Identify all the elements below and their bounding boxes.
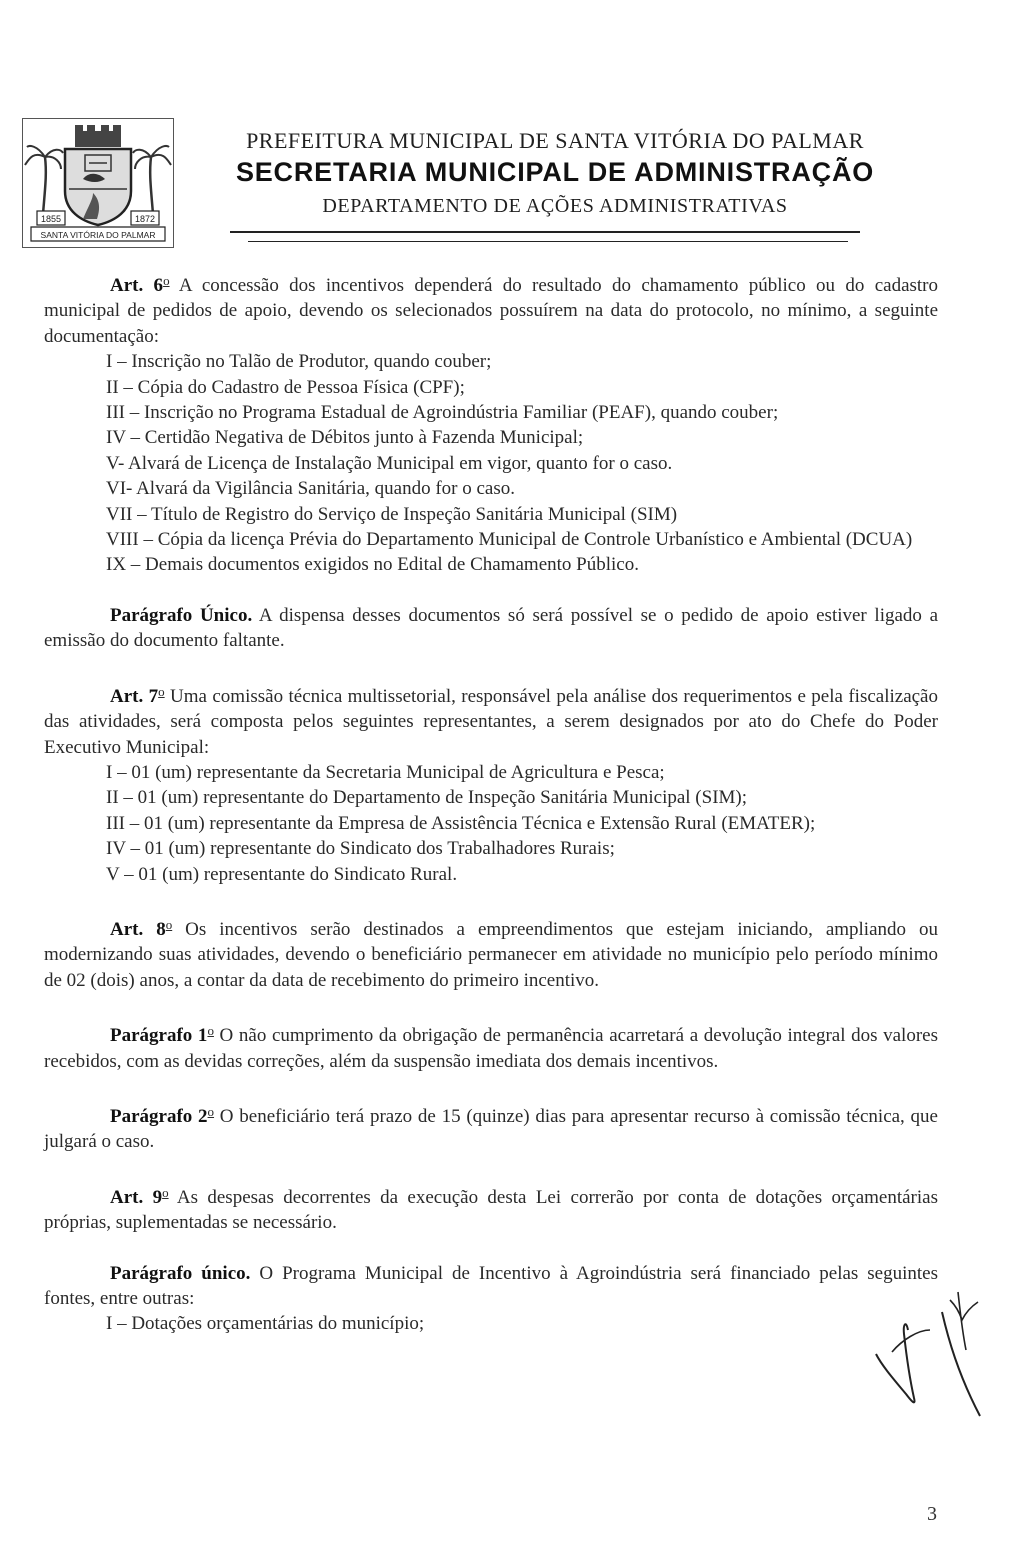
art8-paragrafo-2 xyxy=(44,1099,938,1155)
art6-paragrafo-label: Parágrafo Único. xyxy=(110,604,253,626)
art8-p1-label: Parágrafo 1 xyxy=(110,1025,208,1047)
handwritten-initials xyxy=(862,1290,1002,1440)
crest-year-left: 1855 xyxy=(40,214,62,224)
art7-item: II – 01 (um) representante do Departamento de Inspeção Sanitária Municipal (SIM); xyxy=(106,787,748,809)
header-rule-top xyxy=(230,231,860,233)
art6-text: A concessão dos incentivos dependerá do resultado do chamamento público ou do cadastro municipal de pedidos de apoio, devendo os selecionados possuírem na data do protocolo, no mínimo, a seguinte documentação: xyxy=(44,275,938,347)
art9-paragrafo-unico xyxy=(44,1261,938,1312)
art9-text: As despesas decorrentes da execução desta Lei correrão por conta de dotações orçamentárias próprias, suplementadas se necessário. xyxy=(44,1186,938,1234)
crest-icon xyxy=(23,119,173,247)
art7-item: IV – 01 (um) representante do Sindicato dos Trabalhadores Rurais; xyxy=(106,838,615,860)
art9-paragraph xyxy=(44,1180,938,1236)
art8-p2-label: Parágrafo 2 xyxy=(110,1105,208,1127)
art8-text: Os incentivos serão destinados a empreendimentos que estejam iniciando, ampliando ou modernizando suas atividades, devendo o beneficiário permanecer em atividade no município pelo período mínimo de 02 (dois) anos, a contar da data de recebimento do primeiro incentivo. xyxy=(44,918,938,991)
header-prefeitura: PREFEITURA MUNICIPAL DE SANTA VITÓRIA DO PALMAR xyxy=(246,128,864,153)
municipal-coat-of-arms xyxy=(22,118,174,248)
art9-paragrafo-label: Parágrafo único. xyxy=(110,1262,251,1284)
art6-item: II – Cópia do Cadastro de Pessoa Física (CPF); xyxy=(106,376,465,398)
art6-paragrafo-text: A dispensa desses documentos só será possível se o pedido de apoio estiver ligado a emissão do documento faltante. xyxy=(44,604,938,652)
art7-paragraph xyxy=(44,679,938,760)
crest-banner: SANTA VITÓRIA DO PALMAR xyxy=(40,230,156,240)
art8-p1-ordinal: o xyxy=(207,1023,214,1039)
art7-item: III – 01 (um) representante da Empresa de Assistência Técnica e Extensão Rural (EMATER); xyxy=(106,812,816,834)
art6-item: V- Alvará de Licença de Instalação Municipal em vigor, quanto for o caso. xyxy=(106,452,673,474)
art6-ordinal: o xyxy=(163,273,170,288)
art6-item: IX – Demais documentos exigidos no Edital de Chamamento Público. xyxy=(106,554,639,576)
art8-p2-ordinal: o xyxy=(207,1103,215,1119)
art9-ordinal: o xyxy=(162,1184,169,1200)
header-secretaria: SECRETARIA MUNICIPAL DE ADMINISTRAÇÃO xyxy=(235,157,875,187)
art7-item: I – 01 (um) representante da Secretaria Municipal de Agricultura e Pesca; xyxy=(106,761,665,783)
art7-ordinal: o xyxy=(158,683,165,699)
art8-p1-text: O não cumprimento da obrigação de permanência acarretará a devolução integral dos valores recebidos, com as devidas correções, além da suspensão imediata dos demais incentivos. xyxy=(44,1025,938,1072)
art6-item: I – Inscrição no Talão de Produtor, quando couber; xyxy=(106,351,492,373)
header-rule-bottom xyxy=(248,241,848,242)
art9-label: Art. 9 xyxy=(110,1186,163,1208)
art8-paragrafo-1 xyxy=(44,1018,938,1074)
art8-p2-text: O beneficiário terá prazo de 15 (quinze) dias para apresentar recurso à comissão técnica, que julgará o caso. xyxy=(44,1105,938,1153)
art6-paragrafo-unico xyxy=(44,603,938,654)
art6-item: III – Inscrição no Programa Estadual de Agroindústria Familiar (PEAF), quando couber; xyxy=(106,402,779,424)
art9-paragrafo-text: O Programa Municipal de Incentivo à Agroindústria será financiado pelas seguintes fontes, entre outras: xyxy=(44,1262,938,1309)
art6-item: VII – Título de Registro do Serviço de Inspeção Sanitária Municipal (SIM) xyxy=(106,503,678,525)
art6-item: VI- Alvará da Vigilância Sanitária, quando for o caso. xyxy=(106,478,515,500)
art9-item: I – Dotações orçamentárias do município; xyxy=(106,1313,425,1335)
art7-text: Uma comissão técnica multissetorial, responsável pela análise dos requerimentos e pela fiscalização das atividades, será composta pelos seguintes representantes, a serem designados por ato do Chefe do Poder Executivo Municipal: xyxy=(44,685,938,758)
header-departamento: DEPARTAMENTO DE AÇÕES ADMINISTRATIVAS xyxy=(322,195,788,217)
art7-item: V – 01 (um) representante do Sindicato Rural. xyxy=(106,863,458,885)
crest-year-right: 1872 xyxy=(134,214,156,224)
document-body xyxy=(44,268,938,1337)
art8-ordinal: o xyxy=(165,916,173,932)
art8-label: Art. 8 xyxy=(110,918,166,940)
art6-paragraph xyxy=(44,268,938,349)
art6-label: Art. 6 xyxy=(110,275,164,296)
art6-item: IV – Certidão Negativa de Débitos junto à Fazenda Municipal; xyxy=(106,427,584,449)
art6-item: VIII – Cópia da licença Prévia do Departamento Municipal de Controle Urbanístico e Ambiental (DCUA) xyxy=(106,529,913,551)
art8-paragraph xyxy=(44,912,938,993)
page-number: 3 xyxy=(927,1503,937,1525)
art7-label: Art. 7 xyxy=(110,685,159,707)
